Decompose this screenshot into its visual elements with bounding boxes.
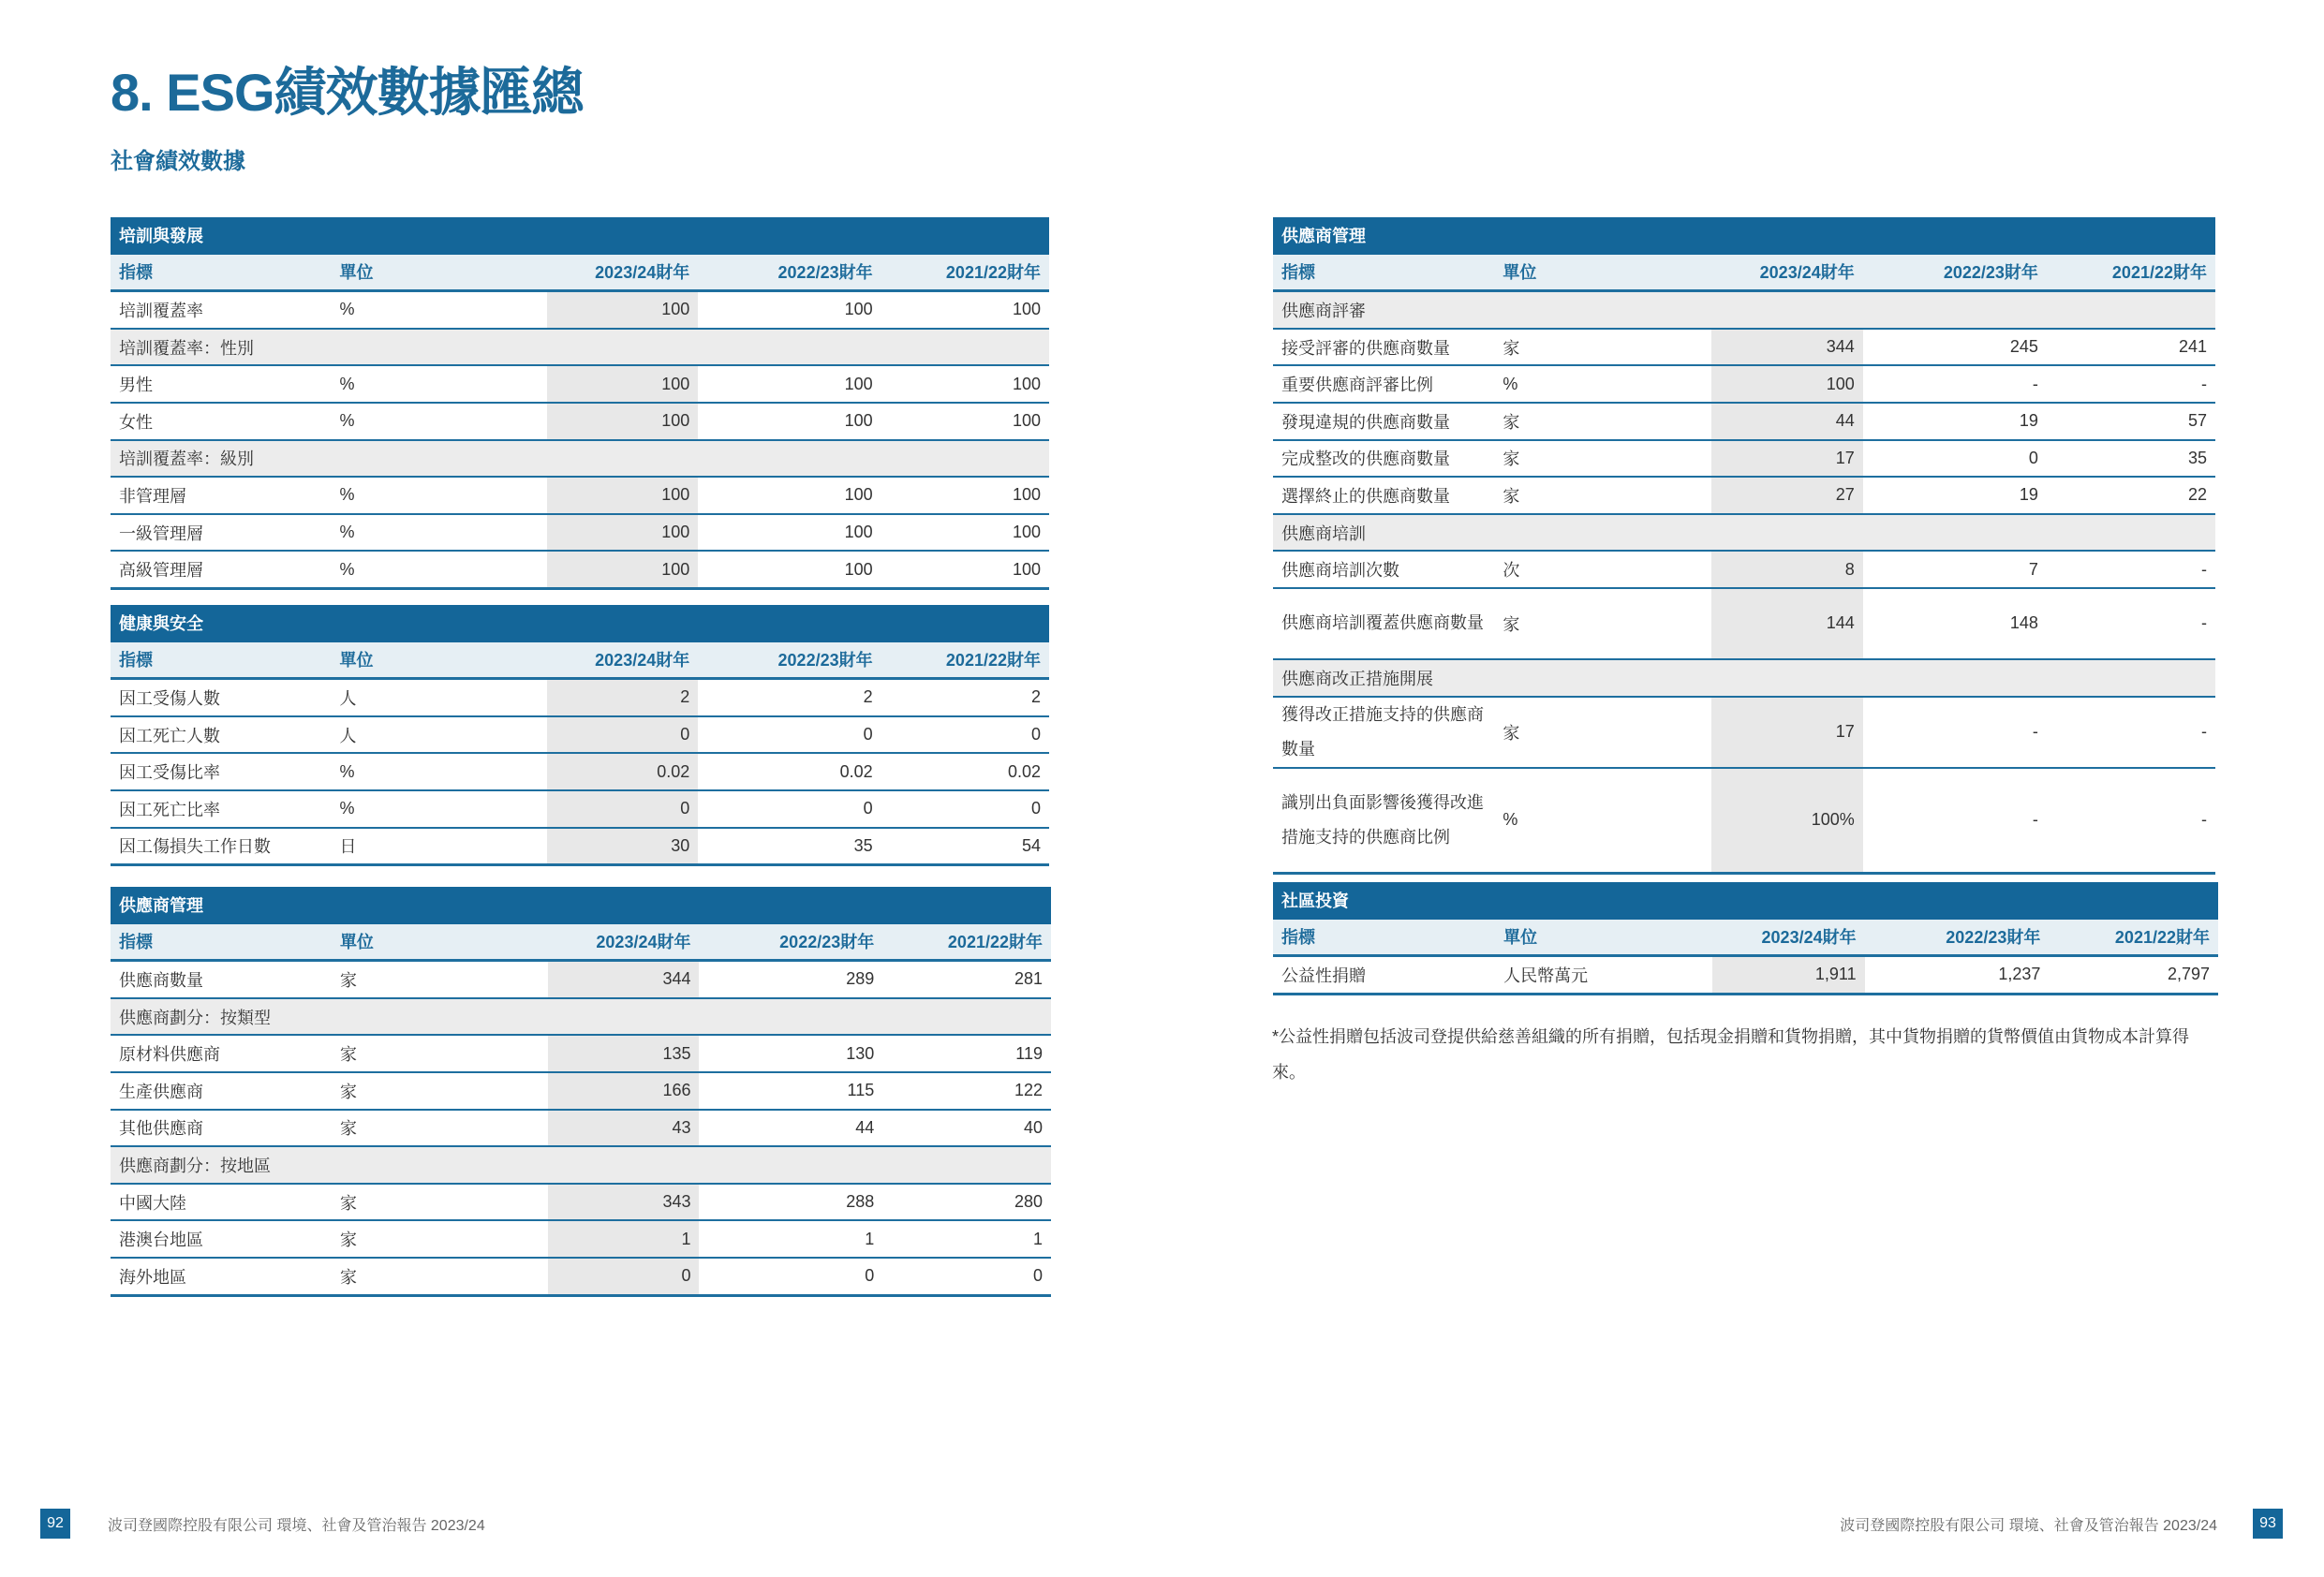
value-fy2021-22: 2,797 — [2049, 956, 2218, 995]
value-fy2023-24: 0 — [548, 1258, 700, 1295]
footer-report-title-right: 波司登國際控股有限公司 環境、社會及管治報告 2023/24 — [1840, 1518, 2217, 1534]
value-fy2023-24: 30 — [547, 828, 698, 865]
unit-cell: 人 — [331, 679, 546, 716]
value-fy2022-23: 0 — [1863, 440, 2047, 478]
header-indicator: 指標 — [1273, 919, 1495, 956]
table-row — [111, 1184, 1051, 1221]
table-row — [111, 477, 1049, 514]
value-fy2021-22: 100 — [881, 551, 1049, 588]
indicator-cell: 因工受傷人數 — [111, 679, 331, 716]
value-fy2023-24: 0 — [547, 716, 698, 754]
table-header-row — [111, 641, 1049, 679]
indicator-cell: 培訓覆蓋率 — [111, 291, 331, 329]
training-development-table — [111, 217, 1049, 590]
value-fy2021-22: 0 — [882, 1258, 1051, 1295]
table-header-row — [111, 254, 1049, 291]
value-fy2021-22: 100 — [881, 514, 1049, 552]
value-fy2021-22: 35 — [2047, 440, 2215, 478]
indicator-cell: 重要供應商評審比例 — [1273, 365, 1494, 403]
indicator-cell: 男性 — [111, 365, 331, 403]
value-fy2022-23: 0 — [698, 790, 881, 828]
value-fy2023-24: 1 — [548, 1220, 700, 1258]
value-fy2023-24: 1,911 — [1712, 956, 1864, 995]
unit-cell: 家 — [1494, 440, 1710, 478]
table-row — [111, 1220, 1051, 1258]
indicator-cell: 完成整改的供應商數量 — [1273, 440, 1494, 478]
table-row — [111, 1035, 1051, 1072]
table-row — [111, 403, 1049, 440]
header-fy2023-24: 2023/24財年 — [547, 641, 698, 679]
indicator-cell: 供應商培訓次數 — [1273, 551, 1494, 588]
value-fy2023-24: 100 — [547, 291, 698, 329]
unit-cell: 人民幣萬元 — [1495, 956, 1712, 995]
value-fy2023-24: 344 — [1711, 329, 1863, 366]
table-title: 供應商管理 — [111, 887, 1051, 923]
value-fy2021-22: 281 — [882, 961, 1051, 998]
value-fy2022-23: 7 — [1863, 551, 2047, 588]
unit-cell: 家 — [332, 1035, 548, 1072]
subheader-label: 培訓覆蓋率：級別 — [111, 440, 1049, 478]
value-fy2021-22: - — [2047, 551, 2215, 588]
value-fy2022-23: 100 — [698, 403, 881, 440]
table-title: 健康與安全 — [111, 605, 1049, 641]
value-fy2021-22: - — [2047, 588, 2215, 659]
table-row — [1273, 365, 2215, 403]
indicator-cell: 高級管理層 — [111, 551, 331, 588]
table-header-row — [1273, 919, 2218, 956]
community-investment-table — [1273, 882, 2218, 995]
indicator-cell: 一級管理層 — [111, 514, 331, 552]
table-title: 社區投資 — [1273, 882, 2218, 919]
table-title-row — [111, 605, 1049, 641]
value-fy2021-22: 241 — [2047, 329, 2215, 366]
indicator-cell: 其他供應商 — [111, 1110, 332, 1147]
indicator-cell: 非管理層 — [111, 477, 331, 514]
table-row — [111, 1072, 1051, 1110]
table-row — [111, 753, 1049, 790]
indicator-cell: 生產供應商 — [111, 1072, 332, 1110]
value-fy2021-22: - — [2047, 697, 2215, 768]
header-fy2023-24: 2023/24財年 — [547, 254, 698, 291]
indicator-cell: 原材料供應商 — [111, 1035, 332, 1072]
value-fy2022-23: 19 — [1863, 403, 2047, 440]
value-fy2022-23: 0 — [699, 1258, 882, 1295]
header-indicator: 指標 — [111, 641, 331, 679]
value-fy2023-24: 2 — [547, 679, 698, 716]
supplier-management-table-left — [111, 887, 1051, 1297]
table-title: 培訓與發展 — [111, 217, 1049, 254]
header-fy2021-22: 2021/22財年 — [881, 254, 1049, 291]
table-subheader-row — [1273, 514, 2215, 552]
indicator-cell: 供應商培訓覆蓋供應商數量 — [1273, 588, 1494, 659]
unit-cell: 家 — [1494, 588, 1710, 659]
table-row — [111, 679, 1049, 716]
subheader-label: 培訓覆蓋率：性別 — [111, 329, 1049, 366]
header-unit: 單位 — [1494, 254, 1710, 291]
unit-cell: % — [331, 514, 546, 552]
value-fy2023-24: 8 — [1711, 551, 1863, 588]
header-indicator: 指標 — [111, 923, 332, 961]
unit-cell: % — [1494, 365, 1710, 403]
unit-cell: 家 — [332, 961, 548, 998]
header-fy2022-23: 2022/23財年 — [698, 641, 881, 679]
value-fy2023-24: 135 — [548, 1035, 700, 1072]
indicator-cell: 港澳台地區 — [111, 1220, 332, 1258]
value-fy2021-22: 22 — [2047, 477, 2215, 514]
value-fy2022-23: - — [1863, 768, 2047, 874]
value-fy2022-23: 115 — [699, 1072, 882, 1110]
header-fy2022-23: 2022/23財年 — [698, 254, 881, 291]
value-fy2021-22: 0 — [881, 716, 1049, 754]
table-subheader-row — [111, 440, 1049, 478]
value-fy2023-24: 27 — [1711, 477, 1863, 514]
indicator-cell: 中國大陸 — [111, 1184, 332, 1221]
footer-report-title-left: 波司登國際控股有限公司 環境、社會及管治報告 2023/24 — [108, 1518, 485, 1534]
value-fy2021-22: 119 — [882, 1035, 1051, 1072]
indicator-cell: 海外地區 — [111, 1258, 332, 1295]
table-row — [111, 716, 1049, 754]
unit-cell: 日 — [331, 828, 546, 865]
value-fy2022-23: - — [1863, 365, 2047, 403]
unit-cell: 人 — [331, 716, 546, 754]
header-fy2022-23: 2022/23財年 — [1863, 254, 2047, 291]
indicator-cell: 公益性捐贈 — [1273, 956, 1495, 995]
subheader-label: 供應商改正措施開展 — [1273, 659, 2215, 697]
indicator-cell: 識別出負面影響後獲得改進措施支持的供應商比例 — [1273, 768, 1494, 874]
section-title: 社會績效數據 — [111, 149, 245, 174]
table-row — [111, 828, 1049, 865]
health-safety-table — [111, 605, 1049, 866]
value-fy2021-22: 100 — [881, 291, 1049, 329]
unit-cell: % — [331, 753, 546, 790]
unit-cell: % — [331, 365, 546, 403]
unit-cell: 家 — [1494, 697, 1710, 768]
value-fy2022-23: 0 — [698, 716, 881, 754]
value-fy2022-23: 148 — [1863, 588, 2047, 659]
header-indicator: 指標 — [1273, 254, 1494, 291]
value-fy2022-23: 100 — [698, 291, 881, 329]
value-fy2022-23: 288 — [699, 1184, 882, 1221]
value-fy2023-24: 100 — [547, 365, 698, 403]
value-fy2023-24: 100 — [547, 514, 698, 552]
value-fy2021-22: - — [2047, 768, 2215, 874]
value-fy2023-24: 343 — [548, 1184, 700, 1221]
value-fy2022-23: - — [1863, 697, 2047, 768]
unit-cell: % — [331, 790, 546, 828]
value-fy2023-24: 0.02 — [547, 753, 698, 790]
value-fy2023-24: 0 — [547, 790, 698, 828]
supplier-management-table-right — [1273, 217, 2215, 875]
value-fy2022-23: 1,237 — [1865, 956, 2050, 995]
value-fy2021-22: 122 — [882, 1072, 1051, 1110]
value-fy2022-23: 100 — [698, 514, 881, 552]
value-fy2022-23: 289 — [699, 961, 882, 998]
value-fy2021-22: 100 — [881, 365, 1049, 403]
unit-cell: % — [331, 403, 546, 440]
table-row — [1273, 477, 2215, 514]
table-row — [1273, 588, 2215, 659]
table-row — [1273, 551, 2215, 588]
value-fy2021-22: 54 — [881, 828, 1049, 865]
unit-cell: 家 — [332, 1110, 548, 1147]
indicator-cell: 接受評審的供應商數量 — [1273, 329, 1494, 366]
value-fy2021-22: 0.02 — [881, 753, 1049, 790]
header-unit: 單位 — [331, 254, 546, 291]
table-title-row — [1273, 882, 2218, 919]
header-fy2023-24: 2023/24財年 — [548, 923, 700, 961]
unit-cell: 家 — [332, 1184, 548, 1221]
table-row — [111, 551, 1049, 588]
subheader-label: 供應商評審 — [1273, 291, 2215, 329]
unit-cell: 家 — [332, 1072, 548, 1110]
table-row — [111, 1110, 1051, 1147]
value-fy2022-23: 2 — [698, 679, 881, 716]
value-fy2023-24: 17 — [1711, 697, 1863, 768]
header-fy2023-24: 2023/24財年 — [1711, 254, 1863, 291]
unit-cell: 家 — [1494, 403, 1710, 440]
header-indicator: 指標 — [111, 254, 331, 291]
table-row — [111, 291, 1049, 329]
table-header-row — [111, 923, 1051, 961]
value-fy2023-24: 100% — [1711, 768, 1863, 874]
value-fy2022-23: 1 — [699, 1220, 882, 1258]
page-number-left: 92 — [40, 1509, 70, 1539]
header-fy2022-23: 2022/23財年 — [699, 923, 882, 961]
unit-cell: 家 — [332, 1258, 548, 1295]
table-row — [111, 365, 1049, 403]
table-subheader-row — [1273, 659, 2215, 697]
indicator-cell: 發現違規的供應商數量 — [1273, 403, 1494, 440]
indicator-cell: 因工死亡比率 — [111, 790, 331, 828]
value-fy2022-23: 19 — [1863, 477, 2047, 514]
unit-cell: % — [331, 551, 546, 588]
indicator-cell: 因工死亡人數 — [111, 716, 331, 754]
indicator-cell: 獲得改正措施支持的供應商數量 — [1273, 697, 1494, 768]
value-fy2023-24: 144 — [1711, 588, 1863, 659]
table-subheader-row — [1273, 291, 2215, 329]
value-fy2021-22: 100 — [881, 403, 1049, 440]
unit-cell: 次 — [1494, 551, 1710, 588]
value-fy2023-24: 43 — [548, 1110, 700, 1147]
subheader-label: 供應商劃分：按類型 — [111, 998, 1051, 1036]
value-fy2022-23: 100 — [698, 477, 881, 514]
table-row — [111, 514, 1049, 552]
table-subheader-row — [111, 329, 1049, 366]
table-row — [1273, 956, 2218, 995]
subheader-label: 供應商劃分：按地區 — [111, 1146, 1051, 1184]
value-fy2022-23: 130 — [699, 1035, 882, 1072]
value-fy2021-22: 100 — [881, 477, 1049, 514]
indicator-cell: 因工傷損失工作日數 — [111, 828, 331, 865]
indicator-cell: 因工受傷比率 — [111, 753, 331, 790]
table-row — [111, 1258, 1051, 1295]
unit-cell: % — [1494, 768, 1710, 874]
table-title: 供應商管理 — [1273, 217, 2215, 254]
header-fy2021-22: 2021/22財年 — [881, 641, 1049, 679]
page-title: 8. ESG績效數據匯總 — [111, 63, 584, 122]
table-row — [1273, 403, 2215, 440]
value-fy2023-24: 100 — [547, 551, 698, 588]
value-fy2022-23: 245 — [1863, 329, 2047, 366]
value-fy2022-23: 100 — [698, 365, 881, 403]
value-fy2023-24: 17 — [1711, 440, 1863, 478]
value-fy2021-22: - — [2047, 365, 2215, 403]
value-fy2023-24: 100 — [547, 477, 698, 514]
header-fy2021-22: 2021/22財年 — [882, 923, 1051, 961]
header-unit: 單位 — [1495, 919, 1712, 956]
unit-cell: % — [331, 477, 546, 514]
value-fy2021-22: 57 — [2047, 403, 2215, 440]
value-fy2022-23: 44 — [699, 1110, 882, 1147]
header-unit: 單位 — [332, 923, 548, 961]
value-fy2023-24: 100 — [547, 403, 698, 440]
header-fy2021-22: 2021/22財年 — [2049, 919, 2218, 956]
table-row — [111, 790, 1049, 828]
value-fy2021-22: 2 — [881, 679, 1049, 716]
value-fy2022-23: 100 — [698, 551, 881, 588]
table-subheader-row — [111, 998, 1051, 1036]
table-row — [1273, 768, 2215, 874]
table-title-row — [111, 217, 1049, 254]
value-fy2021-22: 40 — [882, 1110, 1051, 1147]
value-fy2021-22: 280 — [882, 1184, 1051, 1221]
table-row — [1273, 440, 2215, 478]
subheader-label: 供應商培訓 — [1273, 514, 2215, 552]
table-row — [1273, 329, 2215, 366]
unit-cell: % — [331, 291, 546, 329]
table-subheader-row — [111, 1146, 1051, 1184]
footnote: *公益性捐贈包括波司登提供給慈善組織的所有捐贈，包括現金捐贈和貨物捐贈，其中貨物捐贈的貨幣價值由貨物成本計算得來。 — [1272, 1027, 2189, 1082]
table-row — [1273, 697, 2215, 768]
value-fy2021-22: 0 — [881, 790, 1049, 828]
header-fy2022-23: 2022/23財年 — [1865, 919, 2050, 956]
table-title-row — [1273, 217, 2215, 254]
table-row — [111, 961, 1051, 998]
unit-cell: 家 — [1494, 477, 1710, 514]
value-fy2022-23: 35 — [698, 828, 881, 865]
value-fy2022-23: 0.02 — [698, 753, 881, 790]
indicator-cell: 女性 — [111, 403, 331, 440]
unit-cell: 家 — [332, 1220, 548, 1258]
value-fy2023-24: 344 — [548, 961, 700, 998]
value-fy2023-24: 44 — [1711, 403, 1863, 440]
value-fy2023-24: 166 — [548, 1072, 700, 1110]
page-number-right: 93 — [2253, 1509, 2283, 1539]
header-fy2021-22: 2021/22財年 — [2047, 254, 2215, 291]
value-fy2023-24: 100 — [1711, 365, 1863, 403]
header-unit: 單位 — [331, 641, 546, 679]
value-fy2021-22: 1 — [882, 1220, 1051, 1258]
table-title-row — [111, 887, 1051, 923]
table-header-row — [1273, 254, 2215, 291]
indicator-cell: 選擇終止的供應商數量 — [1273, 477, 1494, 514]
header-fy2023-24: 2023/24財年 — [1712, 919, 1864, 956]
indicator-cell: 供應商數量 — [111, 961, 332, 998]
unit-cell: 家 — [1494, 329, 1710, 366]
